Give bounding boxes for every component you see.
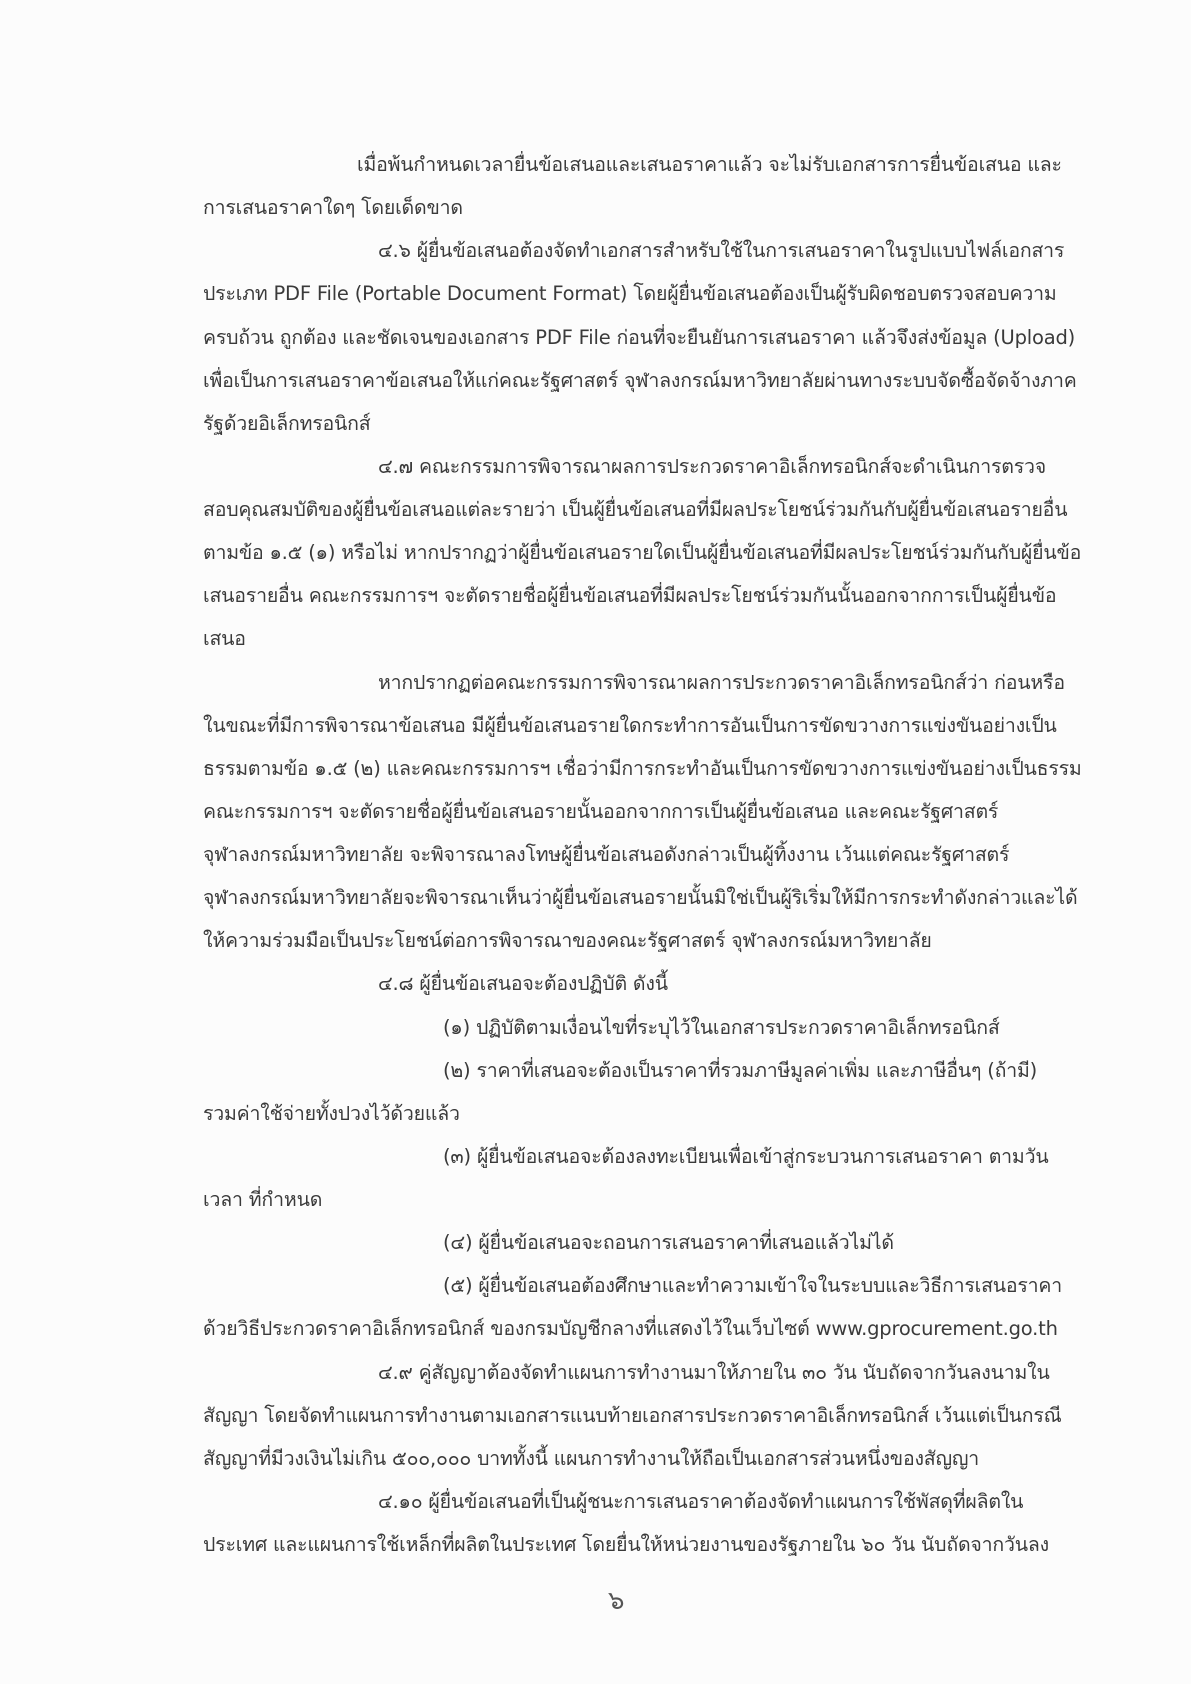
text-line: สัญญา โดยจัดทำแผนการทำงานตามเอกสารแนบท้ายเอกสารประกวดราคาอิเล็กทรอนิกส์ เว้นแต่เป็นกรณี: [203, 1404, 1062, 1427]
text-line: การเสนอราคาใดๆ โดยเด็ดขาด: [203, 196, 463, 219]
text-line: จุฬาลงกรณ์มหาวิทยาลัย จะพิจารณาลงโทษผู้ยื่นข้อเสนอดังกล่าวเป็นผู้ทิ้งงาน เว้นแต่คณะรัฐศาสตร์: [203, 843, 1010, 866]
text-line: รวมค่าใช้จ่ายทั้งปวงไว้ด้วยแล้ว: [203, 1102, 460, 1125]
text-line: เพื่อเป็นการเสนอราคาข้อเสนอให้แก่คณะรัฐศาสตร์ จุฬาลงกรณ์มหาวิทยาลัยผ่านทางระบบจัดซื้อจัดจ้างภาค: [203, 369, 1077, 392]
text-line: ด้วยวิธีประกวดราคาอิเล็กทรอนิกส์ ของกรมบัญชีกลางที่แสดงไว้ในเว็บไซต์ www.gprocurement.go.th: [203, 1317, 1058, 1340]
text-line: ในขณะที่มีการพิจารณาข้อเสนอ มีผู้ยื่นข้อเสนอรายใดกระทำการอันเป็นการขัดขวางการแข่งขันอย่างเป็น: [203, 714, 1057, 737]
text-line: เสนอ: [203, 627, 246, 650]
text-line: จุฬาลงกรณ์มหาวิทยาลัยจะพิจารณาเห็นว่าผู้ยื่นข้อเสนอรายนั้นมิใช่เป็นผู้ริเริ่มให้มีการกระทำดังกล่าวและได้: [203, 886, 1078, 909]
text-line: (๒) ราคาที่เสนอจะต้องเป็นราคาที่รวมภาษีมูลค่าเพิ่ม และภาษีอื่นๆ (ถ้ามี): [443, 1059, 1038, 1082]
text-line: ๔.๖ ผู้ยื่นข้อเสนอต้องจัดทำเอกสารสำหรับใช้ในการเสนอราคาในรูปแบบไฟล์เอกสาร: [378, 239, 1065, 262]
text-line: ๔.๗ คณะกรรมการพิจารณาผลการประกวดราคาอิเล็กทรอนิกส์จะดำเนินการตรวจ: [378, 455, 1046, 478]
text-line: ๔.๘ ผู้ยื่นข้อเสนอจะต้องปฏิบัติ ดังนี้: [378, 972, 668, 995]
text-line: หากปรากฏต่อคณะกรรมการพิจารณาผลการประกวดราคาอิเล็กทรอนิกส์ว่า ก่อนหรือ: [378, 671, 1065, 694]
text-line: สอบคุณสมบัติของผู้ยื่นข้อเสนอแต่ละรายว่า เป็นผู้ยื่นข้อเสนอที่มีผลประโยชน์ร่วมกันกับผู้ยื่นข้อเสนอรายอื่น: [203, 498, 1068, 521]
text-line: (๓) ผู้ยื่นข้อเสนอจะต้องลงทะเบียนเพื่อเข้าสู่กระบวนการเสนอราคา ตามวัน: [443, 1145, 1049, 1168]
text-line: เวลา ที่กำหนด: [203, 1188, 323, 1211]
text-line: สัญญาที่มีวงเงินไม่เกิน ๕๐๐,๐๐๐ บาททั้งนี้ แผนการทำงานให้ถือเป็นเอกสารส่วนหนึ่งของสัญญา: [203, 1447, 980, 1470]
text-line: ตามข้อ ๑.๕ (๑) หรือไม่ หากปรากฏว่าผู้ยื่นข้อเสนอรายใดเป็นผู้ยื่นข้อเสนอที่มีผลประโยชน์ร่วมกันกับผู้ยื่นข้อ: [203, 541, 1082, 564]
page-number: ๖: [608, 1586, 625, 1616]
text-line: ครบถ้วน ถูกต้อง และชัดเจนของเอกสาร PDF File ก่อนที่จะยืนยันการเสนอราคา แล้วจึงส่งข้อมูล (Upload): [203, 326, 1076, 349]
text-line: ประเภท PDF File (Portable Document Format) โดยผู้ยื่นข้อเสนอต้องเป็นผู้รับผิดชอบตรวจสอบความ: [203, 282, 1057, 305]
text-line: (๕) ผู้ยื่นข้อเสนอต้องศึกษาและทำความเข้าใจในระบบและวิธีการเสนอราคา: [443, 1274, 1063, 1297]
text-line: (๑) ปฏิบัติตามเงื่อนไขที่ระบุไว้ในเอกสารประกวดราคาอิเล็กทรอนิกส์: [443, 1016, 1000, 1039]
text-line: ให้ความร่วมมือเป็นประโยชน์ต่อการพิจารณาของคณะรัฐศาสตร์ จุฬาลงกรณ์มหาวิทยาลัย: [203, 929, 932, 952]
text-line: (๔) ผู้ยื่นข้อเสนอจะถอนการเสนอราคาที่เสนอแล้วไม่ได้: [443, 1231, 894, 1254]
text-line: คณะกรรมการฯ จะตัดรายชื่อผู้ยื่นข้อเสนอรายนั้นออกจากการเป็นผู้ยื่นข้อเสนอ และคณะรัฐศาสตร์: [203, 800, 999, 823]
text-line: ๔.๑๐ ผู้ยื่นข้อเสนอที่เป็นผู้ชนะการเสนอราคาต้องจัดทำแผนการใช้พัสดุที่ผลิตใน: [378, 1490, 1024, 1513]
text-line: รัฐด้วยอิเล็กทรอนิกส์: [203, 412, 371, 435]
text-line: เมื่อพ้นกำหนดเวลายื่นข้อเสนอและเสนอราคาแล้ว จะไม่รับเอกสารการยื่นข้อเสนอ และ: [357, 153, 1062, 176]
text-line: ๔.๙ คู่สัญญาต้องจัดทำแผนการทำงานมาให้ภายใน ๓๐ วัน นับถัดจากวันลงนามใน: [378, 1361, 1050, 1384]
text-line: เสนอรายอื่น คณะกรรมการฯ จะตัดรายชื่อผู้ยื่นข้อเสนอที่มีผลประโยชน์ร่วมกันนั้นออกจากการเป็นผู้ยื่นข้อ: [203, 584, 1057, 607]
text-line: ประเทศ และแผนการใช้เหล็กที่ผลิตในประเทศ โดยยื่นให้หน่วยงานของรัฐภายใน ๖๐ วัน นับถัดจากวันลง: [203, 1533, 1049, 1556]
text-line: ธรรมตามข้อ ๑.๕ (๒) และคณะกรรมการฯ เชื่อว่ามีการกระทำอันเป็นการขัดขวางการแข่งขันอย่างเป็นธรรม: [203, 757, 1082, 780]
